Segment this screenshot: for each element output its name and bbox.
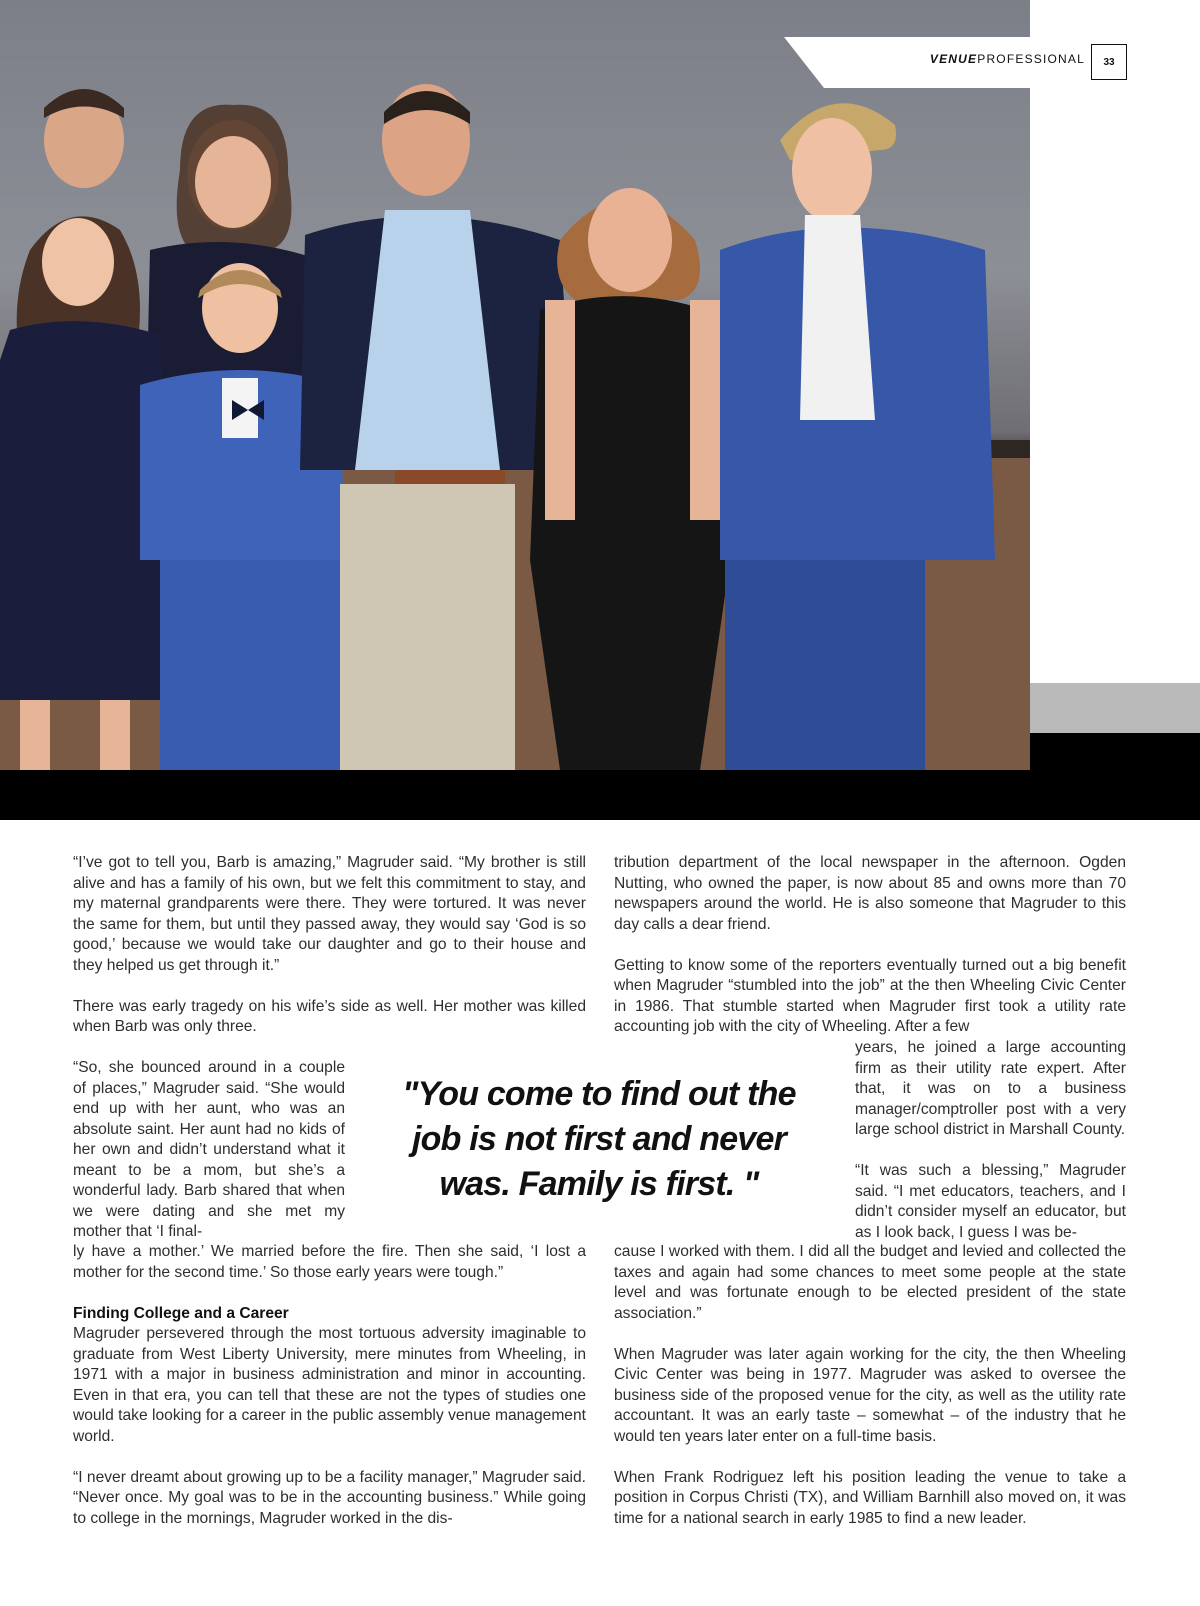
- right-paragraph-3-wide: cause I worked with them. I did all the budget and levied and collected the taxes and again had some chances to meet some people at the state level and was fortunate enough to be elected president of the state association.”: [614, 1243, 1126, 1322]
- right-paragraph-2-narrow: years, he joined a large accounting firm as their utility rate expert. After that, it was on to a business manager/comptroller post with a very large school district in Marshall County.: [855, 1039, 1126, 1138]
- brand-venue: VENUE: [929, 52, 978, 66]
- pull-quote: "You come to find out the job is not first and never was. Family is first. ": [402, 1075, 796, 1203]
- brand-professional: PROFESSIONAL: [977, 52, 1085, 66]
- person-teen-trousers: [725, 560, 925, 770]
- right-column-top: [614, 853, 1126, 1038]
- left-paragraph-4: Magruder persevered through the most tortuous adversity imaginable to graduate from West Liberty University, mere minutes from Wheeling, in 1971 with a major in business administration and minor in accounting. Even in that era, you can tell that these are not the types of studies one would take looking for a career in the public assembly venue management world.: [73, 1325, 586, 1445]
- family-photo: [0, 0, 1030, 770]
- right-paragraph-2-wide: Getting to know some of the reporters eventually turned out a big benefit when Magruder “stumbled into the job” at the then Wheeling Civic Center in 1986. That stumble started when Magruder first took a utility rate accounting job with the city of Wheeling. After a few: [614, 956, 1126, 1035]
- left-paragraph-5: “I never dreamt about growing up to be a facility manager,” Magruder said. “Never once. My goal was to be in the accounting business.” While going to college in the mornings, Magruder worked in the dis-: [73, 1468, 586, 1527]
- right-paragraph-4: When Magruder was later again working for the city, the then Wheeling Civic Center was being in 1977. Magruder was asked to oversee the business side of the proposed venue for the city, as well as the utility rate accountant. It was an early taste – somewhat – of the industry that he would ten years later enter on a full-time basis.: [614, 1345, 1126, 1445]
- black-band: [0, 770, 1200, 820]
- person-woman-right-head: [588, 188, 672, 292]
- right-paragraph-5: When Frank Rodriguez left his position leading the venue to take a position in Corpus Christi (TX), and William Barnhill also moved on, it was time for a national search in early 1985 to find a new leader.: [614, 1468, 1126, 1527]
- right-column-bottom: [614, 1242, 1126, 1529]
- left-paragraph-3-narrow: “So, she bounced around in a couple of places,” Magruder said. “She would end up with her aunt, who was an absolute saint. Her aunt had no kids of her own and didn’t understand what it meant to be a mom, but she’s a wonderful lady. Barb shared that when we were dating and she met my mother that ‘I final-: [73, 1059, 345, 1240]
- family-photo-illustration: [0, 0, 1030, 770]
- accent-black-block: [1030, 733, 1200, 773]
- section-heading: Finding College and a Career: [73, 1304, 289, 1322]
- right-paragraph-3-narrow: “It was such a blessing,” Magruder said. “I met educators, teachers, and I didn’t consider myself an educator, but as I look back, I guess I was be-: [855, 1162, 1126, 1241]
- accent-gray-bar: [1030, 683, 1200, 733]
- person-teen-head: [792, 118, 872, 222]
- person-boy-trousers: [160, 560, 340, 770]
- left-column-narrow: [73, 1058, 345, 1243]
- right-column-narrow: [855, 1038, 1126, 1243]
- right-paragraph-1: tribution department of the local newspaper in the afternoon. Ogden Nutting, who owned the paper, is now about 85 and owns more than 70 newspapers around the world. He is also someone that Magruder to this day calls a dear friend.: [614, 854, 1126, 933]
- page-number: 33: [1091, 44, 1127, 80]
- person-girl-head: [42, 218, 114, 306]
- left-column-top: [73, 853, 586, 1038]
- left-paragraph-1: “I’ve got to tell you, Barb is amazing,” Magruder said. “My brother is still alive and has a family of his own, but we felt this commitment to stay, and my maternal grandparents were there. They were tortured. It was never the same for them, but until they passed away, they would say ‘God is so good,’ because we would take our daughter and go to their house and they helped us get through it.”: [73, 854, 586, 974]
- person-man-center-trousers: [340, 484, 515, 770]
- left-paragraph-3-wide: ly have a mother.’ We married before the fire. Then she said, ‘I lost a mother for the second time.’ So those early years were tough.”: [73, 1243, 586, 1281]
- left-column-bottom: [73, 1242, 586, 1529]
- magazine-brand: [900, 52, 1085, 72]
- left-paragraph-2: There was early tragedy on his wife’s side as well. Her mother was killed when Barb was only three.: [73, 997, 586, 1035]
